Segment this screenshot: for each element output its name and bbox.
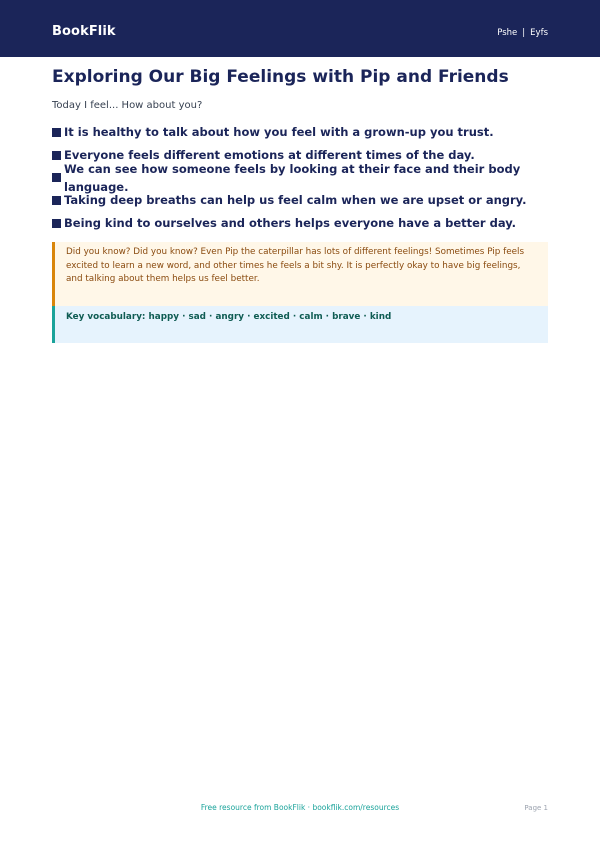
- footer-resource-link[interactable]: Free resource from BookFlik · bookflik.com/resources: [200, 803, 400, 812]
- page-title: Exploring Our Big Feelings with Pip and Friends: [52, 67, 509, 87]
- site-header: [0, 0, 600, 57]
- breadcrumb-item-pshe[interactable]: Pshe: [497, 28, 518, 38]
- brand-logo[interactable]: BookFlik: [52, 24, 116, 39]
- list-item-text: Taking deep breaths can help us feel calm when we are upset or angry.: [64, 193, 527, 208]
- did-you-know-callout: [52, 242, 548, 306]
- breadcrumb-item-eyfs[interactable]: Eyfs: [530, 28, 548, 38]
- breadcrumb-separator: |: [522, 28, 526, 38]
- list-item-text: We can see how someone feels by looking at their face and their body language.: [64, 161, 521, 194]
- list-item: [52, 189, 552, 212]
- square-bullet-icon: [52, 173, 61, 182]
- list-item: [52, 212, 552, 235]
- square-bullet-icon: [52, 196, 61, 205]
- key-points-list: [52, 121, 552, 234]
- callout-text: Did you know? Did you know? Even Pip the caterpillar has lots of different feelings! Sometimes Pip feels excited to learn a new word, and other times he feels a bit shy. It is perfectly okay to have big feelings, and talking about them helps us feel better.: [66, 247, 525, 284]
- breadcrumb: [497, 27, 548, 39]
- list-item-text: It is healthy to talk about how you feel with a grown-up you trust.: [64, 125, 494, 140]
- list-item: [52, 161, 552, 194]
- list-item-text: Everyone feels different emotions at different times of the day.: [64, 148, 475, 163]
- square-bullet-icon: [52, 151, 61, 160]
- square-bullet-icon: [52, 128, 61, 137]
- page-footer: [0, 802, 600, 814]
- list-item-text: Being kind to ourselves and others helps everyone have a better day.: [64, 216, 517, 231]
- key-vocabulary-box: [52, 306, 548, 343]
- square-bullet-icon: [52, 219, 61, 228]
- page-number: Page 1: [524, 804, 548, 812]
- vocabulary-text: Key vocabulary: happy · sad · angry · excited · calm · brave · kind: [66, 312, 392, 322]
- intro-text: Today I feel... How about you?: [52, 100, 203, 111]
- list-item: [52, 121, 552, 144]
